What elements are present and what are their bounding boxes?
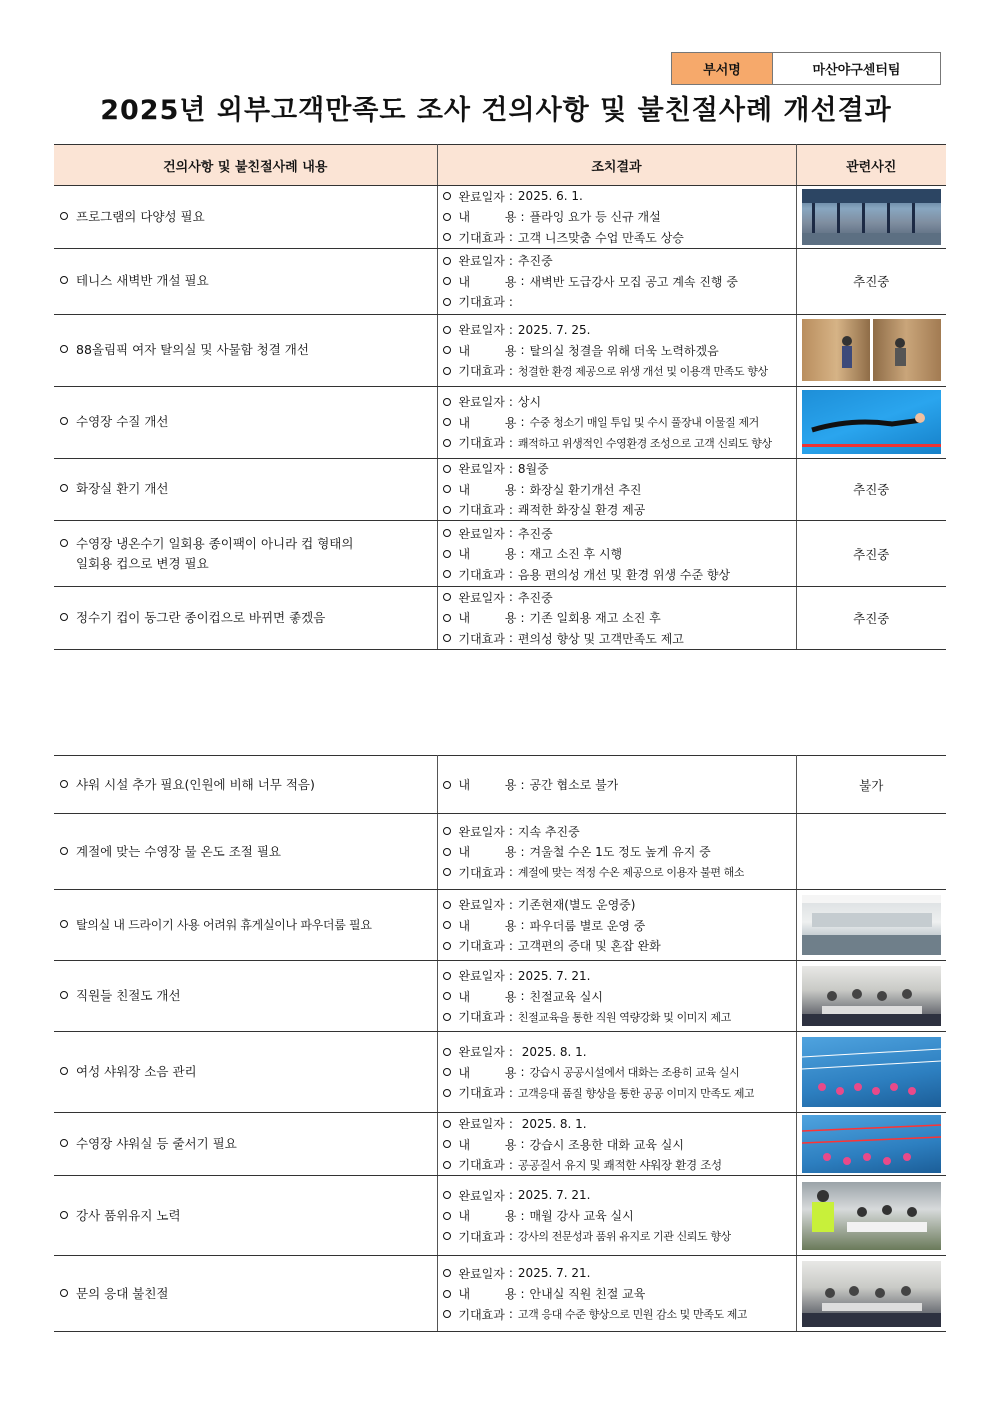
date-value: 2025. 8. 1. — [517, 1044, 587, 1059]
key-label: 기대효과 — [458, 436, 505, 450]
bullet-icon — [443, 1048, 451, 1056]
key-label: 기대효과 — [458, 1229, 505, 1244]
bullet-icon — [443, 614, 451, 622]
key-label: 완료일자 — [458, 590, 505, 605]
bullet-icon — [443, 465, 451, 473]
issue-text: 테니스 새벽반 개설 필요 — [76, 273, 209, 288]
bullet-icon — [443, 367, 451, 375]
bullet-icon — [443, 298, 451, 306]
training-photo-icon — [802, 966, 941, 1026]
content-value: 플라잉 요가 등 신규 개설 — [529, 210, 661, 225]
bullet-icon — [443, 1310, 451, 1318]
bullet-icon — [60, 212, 68, 220]
key-label: 완료일자 — [458, 462, 505, 477]
date-value: 상시 — [517, 395, 542, 409]
date-value: 8월중 — [517, 462, 549, 477]
powder-room-photo-icon — [802, 895, 941, 955]
bullet-icon — [443, 506, 451, 514]
date-value: 2025. 8. 1. — [517, 1116, 587, 1131]
issue-text: 계절에 맞는 수영장 물 온도 조절 필요 — [76, 843, 281, 859]
bullet-icon — [443, 1013, 451, 1021]
key-label: 내 용 — [458, 1209, 517, 1223]
key-label: 완료일자 — [458, 395, 505, 409]
effect-value: 청결한 환경 제공으로 위생 개선 및 이용객 만족도 향상 — [517, 364, 768, 378]
content-value: 수중 청소기 매일 투입 및 수시 풀장내 이물질 제거 — [529, 416, 759, 429]
key-label: 기대효과 — [458, 567, 505, 582]
issue-text: 프로그램의 다양성 필요 — [76, 208, 205, 224]
bullet-icon — [60, 613, 68, 621]
bullet-icon — [443, 827, 451, 835]
date-value: 추진중 — [517, 590, 553, 605]
photo-status: 추진중 — [796, 248, 946, 314]
date-value: 2025. 7. 25. — [517, 322, 591, 337]
content-value: 강습시 공공시설에서 대화는 조용히 교육 실시 — [529, 1066, 740, 1079]
bullet-icon — [60, 780, 68, 788]
bullet-icon — [60, 345, 68, 353]
key-label: 내 용 — [458, 343, 517, 358]
swim-class-photo-icon — [802, 1115, 941, 1173]
bullet-icon — [60, 847, 68, 855]
bullet-icon — [443, 485, 451, 493]
content-value: 파우더룸 별로 운영 중 — [529, 918, 646, 933]
table-row: 프로그램의 다양성 필요 완료일자 : 2025. 6. 1. 내 용 : 플라잉 요가 등 신규 개설 기대효과 : 고객 니즈맞춤 수업 만족도 상승 — [54, 186, 946, 249]
date-value: 기존현재(별도 운영중) — [517, 898, 636, 912]
issue-text: 수영장 수질 개선 — [76, 414, 169, 429]
key-label: 내 용 — [458, 611, 517, 626]
key-label: 내 용 — [458, 482, 517, 497]
bullet-icon — [443, 992, 451, 1000]
content-value: 화장실 환기개선 추진 — [529, 482, 642, 497]
effect-value: 계절에 맞는 적정 수온 제공으로 이용자 불편 해소 — [517, 866, 745, 879]
department-label: 부서명 — [672, 53, 773, 84]
bullet-icon — [443, 277, 451, 285]
training-photo-icon — [802, 1261, 941, 1327]
effect-value: 음용 편의성 개선 및 환경 위생 수준 향상 — [517, 567, 731, 582]
content-value: 매월 강사 교육 실시 — [529, 1209, 634, 1223]
issue-text: 88올림픽 여자 탈의실 및 사물함 청결 개선 — [76, 342, 309, 357]
table-row: 샤워 시설 추가 필요(인원에 비해 너무 적음) 내 용 : 공간 협소로 불가 불가 — [54, 756, 946, 814]
header-content: 건의사항 및 불친절사례 내용 — [54, 145, 437, 186]
locker-room-photo-icon — [802, 319, 941, 381]
table-row: 문의 응대 불친절 완료일자 : 2025. 7. 21. 내 용 : 안내실 직원 친절 교육 기대효과 : 고객 응대 수준 향상으로 민원 감소 및 만족도 제고 — [54, 1256, 946, 1332]
bullet-icon — [443, 1068, 451, 1076]
bullet-icon — [443, 192, 451, 200]
date-value: 2025. 7. 21. — [517, 1188, 591, 1202]
effect-value: 편의성 향상 및 고객만족도 제고 — [517, 631, 684, 646]
key-label: 내 용 — [458, 778, 517, 792]
key-label: 완료일자 — [458, 1117, 505, 1131]
bullet-icon — [443, 326, 451, 334]
issue-text: 수영장 샤워실 등 줄서기 필요 — [76, 1136, 237, 1151]
table-row: 탈의실 내 드라이기 사용 어려워 휴게실이나 파우더룸 필요 완료일자 : 기존현재(별도 운영중) 내 용 : 파우더룸 별로 운영 중 기대효과 : 고객편의 증대 및 혼잡 완화 — [54, 890, 946, 961]
bullet-icon — [443, 972, 451, 980]
photo-status: 불가 — [796, 756, 946, 814]
issue-text: 직원들 친절도 개선 — [76, 988, 181, 1003]
effect-value: 쾌적하고 위생적인 수영환경 조성으로 고객 신뢰도 향상 — [517, 436, 772, 450]
key-label: 내 용 — [458, 415, 517, 430]
key-label: 내 용 — [458, 845, 517, 859]
table-row: 계절에 맞는 수영장 물 온도 조절 필요 완료일자 : 지속 추진중 내 용 : 겨울철 수온 1도 정도 높게 유지 중 기대효과 : 계절에 맞는 적정 수온 제공으로 이용자 불편 해소 — [54, 814, 946, 890]
key-label: 완료일자 — [458, 1045, 505, 1059]
bullet-icon — [443, 1191, 451, 1199]
key-label: 기대효과 — [458, 230, 505, 245]
bullet-icon — [60, 1289, 68, 1297]
key-label: 완료일자 — [458, 323, 505, 337]
table-row: 테니스 새벽반 개설 필요 완료일자 : 추진중 내 용 : 새벽반 도급강사 모집 공고 계속 진행 중 기대효과 : 추진중 — [54, 248, 946, 314]
bullet-icon — [443, 1232, 451, 1240]
bullet-icon — [443, 233, 451, 241]
bullet-icon — [443, 346, 451, 354]
bullet-icon — [60, 1067, 68, 1075]
bullet-icon — [60, 276, 68, 284]
table-row: 여성 샤워장 소음 관리 완료일자 : 2025. 8. 1. 내 용 : 강습시 공공시설에서 대화는 조용히 교육 실시 기대효과 : 고객응대 품질 향상을 통한 공공 이미지 만족도 제고 — [54, 1032, 946, 1113]
bullet-icon — [60, 539, 68, 547]
key-label: 기대효과 — [458, 503, 505, 518]
key-label: 완료일자 — [458, 254, 505, 268]
key-label: 완료일자 — [458, 824, 505, 839]
key-label: 기대효과 — [458, 1307, 505, 1322]
content-value: 새벽반 도급강사 모집 공고 계속 진행 중 — [529, 274, 738, 289]
bullet-icon — [443, 529, 451, 537]
bullet-icon — [443, 781, 451, 789]
content-value: 강습시 조용한 대화 교육 실시 — [529, 1137, 684, 1152]
key-label: 내 용 — [458, 210, 517, 225]
effect-value: 강사의 전문성과 품위 유지로 기관 신뢰도 향상 — [517, 1230, 731, 1243]
date-value: 추진중 — [517, 526, 553, 541]
date-value: 지속 추진중 — [517, 824, 580, 839]
bullet-icon — [443, 213, 451, 221]
bullet-icon — [443, 257, 451, 265]
key-label: 내 용 — [458, 918, 517, 933]
bullet-icon — [443, 1140, 451, 1148]
bullet-icon — [443, 593, 451, 601]
improvement-table-1 — [54, 144, 946, 650]
key-label: 기대효과 — [458, 1010, 505, 1024]
content-value: 탈의실 청결을 위해 더욱 노력하겠음 — [529, 343, 719, 358]
bullet-icon — [443, 868, 451, 876]
table-row: 화장실 환기 개선 완료일자 : 8월중 내 용 : 화장실 환기개선 추진 기대효과 : 쾌적한 화장실 환경 제공 추진중 — [54, 458, 946, 521]
key-label: 기대효과 — [458, 1158, 505, 1172]
photo-status: 추진중 — [796, 521, 946, 587]
effect-value: 친절교육을 통한 직원 역량강화 및 이미지 제고 — [517, 1010, 731, 1024]
bullet-icon — [443, 1161, 451, 1169]
department-box — [671, 52, 941, 85]
key-label: 기대효과 — [458, 865, 505, 880]
bullet-icon — [443, 1290, 451, 1298]
bullet-icon — [443, 418, 451, 426]
photo-status: 추진중 — [796, 458, 946, 521]
key-label: 기대효과 — [458, 295, 505, 309]
bullet-icon — [443, 1120, 451, 1128]
bullet-icon — [443, 1212, 451, 1220]
issue-text: 샤워 시설 추가 필요(인원에 비해 너무 적음) — [76, 776, 315, 792]
key-label: 기대효과 — [458, 1086, 505, 1100]
bullet-icon — [60, 484, 68, 492]
issue-text: 문의 응대 불친절 — [76, 1285, 169, 1301]
bullet-icon — [60, 417, 68, 425]
bullet-icon — [60, 991, 68, 999]
content-value: 안내실 직원 친절 교육 — [529, 1287, 646, 1301]
effect-value: 고객 니즈맞춤 수업 만족도 상승 — [517, 230, 684, 245]
bullet-icon — [443, 848, 451, 856]
date-value: 2025. 6. 1. — [517, 189, 583, 204]
issue-text: 수영장 냉온수기 일회용 종이팩이 아니라 컵 형태의 — [76, 535, 354, 551]
bullet-icon — [60, 920, 68, 928]
effect-value: 고객응대 품질 향상을 통한 공공 이미지 만족도 제고 — [517, 1086, 755, 1100]
table-row: 수영장 수질 개선 완료일자 : 상시 내 용 : 수중 청소기 매일 투입 및 수시 풀장내 이물질 제거 기대효과 : 쾌적하고 위생적인 수영환경 조성으로 고객 신뢰도 향상 — [54, 386, 946, 458]
effect-value: 고객편의 증대 및 혼잡 완화 — [517, 939, 661, 953]
header-photo: 관련사진 — [796, 145, 946, 186]
date-value: 2025. 7. 21. — [517, 968, 591, 983]
gym-photo-icon — [802, 189, 941, 245]
bullet-icon — [443, 921, 451, 929]
key-label: 완료일자 — [458, 526, 505, 541]
key-label: 내 용 — [458, 547, 517, 561]
bullet-icon — [443, 570, 451, 578]
content-value: 공간 협소로 불가 — [529, 778, 619, 792]
department-value: 마산야구센터팀 — [812, 63, 901, 78]
issue-text-line2: 일회용 컵으로 변경 필요 — [76, 555, 209, 571]
bullet-icon — [443, 550, 451, 558]
content-value: 겨울철 수온 1도 정도 높게 유지 중 — [529, 845, 711, 859]
bullet-icon — [443, 634, 451, 642]
key-label: 내 용 — [458, 989, 517, 1004]
bullet-icon — [60, 1139, 68, 1147]
table-row: 정수기 컵이 동그란 종이컵으로 바뀌면 좋겠음 완료일자 : 추진중 내 용 : 기존 일회용 재고 소진 후 기대효과 : 편의성 향상 및 고객만족도 제고 추진중 — [54, 587, 946, 650]
content-value: 친절교육 실시 — [529, 989, 603, 1004]
key-label: 내 용 — [458, 1065, 517, 1080]
bullet-icon — [443, 942, 451, 950]
page-title: 2025년 외부고객만족도 조사 건의사항 및 불친절사례 개선결과 — [100, 95, 892, 126]
key-label: 완료일자 — [458, 189, 505, 204]
issue-text: 정수기 컵이 동그란 종이컵으로 바뀌면 좋겠음 — [76, 609, 326, 625]
key-label: 완료일자 — [458, 1266, 505, 1281]
issue-text: 여성 샤워장 소음 관리 — [76, 1064, 197, 1079]
key-label: 내 용 — [458, 1137, 517, 1152]
effect-value: 공공질서 유지 및 쾌적한 샤워장 환경 조성 — [517, 1157, 722, 1172]
content-value: 재고 소진 후 시행 — [529, 547, 623, 561]
instructor-training-photo-icon — [802, 1182, 941, 1250]
bullet-icon — [443, 901, 451, 909]
table-row: 수영장 샤워실 등 줄서기 필요 완료일자 : 2025. 8. 1. 내 용 : 강습시 조용한 대화 교육 실시 기대효과 : 공공질서 유지 및 쾌적한 샤워장 환경 조성 — [54, 1113, 946, 1176]
key-label: 내 용 — [458, 274, 517, 289]
table-row: 88올림픽 여자 탈의실 및 사물함 청결 개선 완료일자 : 2025. 7. 25. 내 용 : 탈의실 청결을 위해 더욱 노력하겠음 기대효과 : 청결한 환경 제공으로 위생 개선 및 이용객 만족도 향상 — [54, 314, 946, 386]
header-result: 조치결과 — [437, 145, 796, 186]
effect-value: 쾌적한 화장실 환경 제공 — [517, 503, 646, 518]
key-label: 기대효과 — [458, 939, 505, 953]
pool-photo-icon — [802, 390, 941, 454]
key-label: 내 용 — [458, 1287, 517, 1301]
table-row: 수영장 냉온수기 일회용 종이팩이 아니라 컵 형태의 일회용 컵으로 변경 필요 완료일자 : 추진중 내 용 : 재고 소진 후 시행 기대효과 : 음용 편의성 개선 및 환경 위생 수준 향상 추진중 — [54, 521, 946, 587]
key-label: 기대효과 — [458, 631, 505, 646]
effect-value: 고객 응대 수준 향상으로 민원 감소 및 만족도 제고 — [517, 1308, 748, 1321]
date-value: 추진중 — [517, 254, 553, 268]
key-label: 기대효과 — [458, 364, 505, 378]
date-value: 2025. 7. 21. — [517, 1266, 591, 1280]
photo-status: 추진중 — [796, 587, 946, 650]
table-row: 직원들 친절도 개선 완료일자 : 2025. 7. 21. 내 용 : 친절교육 실시 기대효과 : 친절교육을 통한 직원 역량강화 및 이미지 제고 — [54, 961, 946, 1032]
bullet-icon — [443, 398, 451, 406]
issue-text: 화장실 환기 개선 — [76, 481, 169, 497]
issue-text: 탈의실 내 드라이기 사용 어려워 휴게실이나 파우더룸 필요 — [76, 918, 372, 932]
key-label: 완료일자 — [458, 1188, 505, 1203]
swim-class-photo-icon — [802, 1037, 941, 1107]
table-row: 강사 품위유지 노력 완료일자 : 2025. 7. 21. 내 용 : 매월 강사 교육 실시 기대효과 : 강사의 전문성과 품위 유지로 기관 신뢰도 향상 — [54, 1176, 946, 1256]
bullet-icon — [443, 1269, 451, 1277]
key-label: 완료일자 — [458, 898, 505, 912]
key-label: 완료일자 — [458, 969, 505, 983]
issue-text: 강사 품위유지 노력 — [76, 1207, 181, 1223]
improvement-table-2 — [54, 755, 946, 1332]
bullet-icon — [443, 1089, 451, 1097]
bullet-icon — [60, 1211, 68, 1219]
bullet-icon — [443, 439, 451, 447]
content-value: 기존 일회용 재고 소진 후 — [529, 611, 661, 626]
